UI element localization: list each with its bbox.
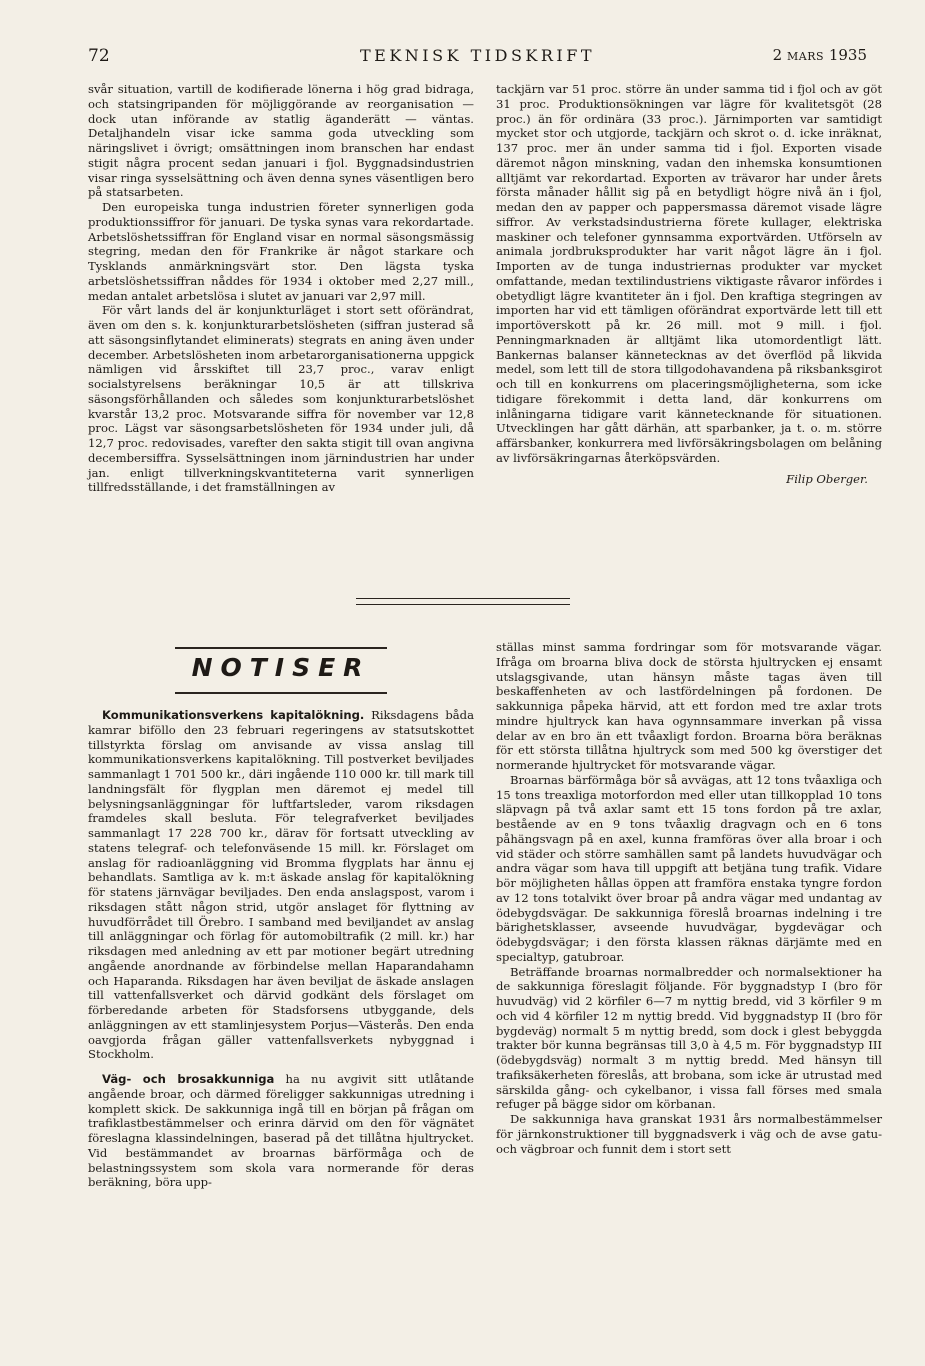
notice-paragraph: Beträffande broarnas normalbredder och normalsektioner ha de sakkunniga föreslagit följande. För byggnadstyp I (bro för huvudväg) vid 2 körfiler 6—7 m nyttig bredd, vid 3 körfiler 9 m och vid 4 körfiler 12 m nyttig bredd. Vid byggnadstyp II (bro för bygdeväg) normalt 5 m nyttig bredd, som dock i glest bebyggda trakter bör kunna begränsas till 3,0 à 4,5 m. För byggnadstyp III (ödebygdsväg) normalt 3 m nyttig bredd. Med hänsyn till trafiksäkerheten föreslås, att brobana, som icke är utrustad med särskilda gång- och cykelbanor, i vissa fall förses med smala refuger på bägge sidor om körbanan. bbox=[496, 964, 882, 1112]
notiser-right-column bbox=[496, 640, 882, 1156]
notice-paragraph: ställas minst samma fordringar som för motsvarande vägar. Ifråga om broarna bliva dock de största hjultrycken ej ensamt utslagsgivande, utan hänsyn måste tagas även till beskaffenheten av och lastfördelningen på fordonen. De sakkunniga påpeka härvid, att ett fordon med tre axlar trots mindre hjultryck kan hava ogynnsammare inverkan på vissa delar av en bro än ett tvåaxligt fordon. Broarna böra beräknas för ett största tillåtna hjultryck som med 500 kg överstiger det normerande hjultrycket för motsvarande vägar. bbox=[496, 640, 882, 772]
article-paragraph: svår situation, vartill de kodifierade lönerna i hög grad bidraga, och statsingripanden för möjliggörande av reorganisation — dock utan införande av statlig äganderätt — väntas. Detaljhandeln visar icke samma goda utveckling som näringslivet i övrigt; omsättningen inom branschen har endast stigit några procent sedan januari i fjol. Byggnadsindustrien visar ringa sysselsättning och även denna synes väsentligen bero på statsarbeten. bbox=[88, 82, 474, 200]
page-header bbox=[88, 46, 867, 70]
article-paragraph: Den europeiska tunga industrien företer synnerligen goda produktionssiffror för januari. De tyska synas vara rekordartade. Arbetslöshetssiffran för England visar en normal säsongsmässig stegring, medan den för Frankrike är något starkare och Tysklands anmärkningsvärt stor. Den lägsta tyska arbetslöshetssiffran nåddes för 1934 i oktober med 2,27 mill., medan antalet arbetslösa i slutet av januari var 2,97 mill. bbox=[88, 200, 474, 303]
article-right-column bbox=[496, 82, 882, 486]
section-heading-box bbox=[175, 647, 387, 694]
author-signature: Filip Oberger. bbox=[786, 471, 868, 486]
notice-text: Riksdagens båda kamrar biföllo den 23 februari regeringens av statsutskottet tillstyrkta förslag om anvisande av vissa anslag till kommunikationsverkens kapitalökning. Till postverket beviljades sammanlagt 1 701 500 kr., däri ingående 110 000 kr. till mark till landningsfält för flygplan men däremot ej medel till belysningsanläggningar för luftfartsleder, varom riksdagen framdeles skall besluta. För telegrafverket beviljades sammanlagt 17 228 700 kr., därav för fortsatt utveckling av statens telegraf- och telefonväsende 15 mill. kr. Förslaget om anslag för radioanläggning vid Bromma flygplats har ännu ej behandlats. Samtliga av k. m:t äskade anslag för kapitalökning för statens järnvägar beviljades. Den enda anslagspost, varom i riksdagen stått någon strid, utgör anslaget för flyttning av huvudförrådet till Örebro. I samband med beviljandet av anslag till anläggningar och förlag för automobiltrafik (2 mill. kr.) har riksdagen med anledning av ett par motioner begärt utredning angående anordnande av förbindelse mellan Haparandahamn och Haparanda. Riksdagen har även beviljat de äskade anslagen till vattenfallsverket och därvid godkänt dels förslaget om förberedande arbeten för Stadsforsens utbyggande, dels anläggningen av ett stamlinjesystem Porjus—Västerås. Den enda oavgjorda frågan gäller vattenfallsverkets nybyggnad i Stockholm. bbox=[88, 708, 475, 1062]
page-number: 72 bbox=[88, 46, 110, 66]
notice-heading: Väg- och brosakkunniga bbox=[102, 1072, 275, 1086]
notiser-left-column bbox=[88, 708, 474, 1190]
notice-paragraph bbox=[88, 1072, 474, 1190]
notice-paragraph: De sakkunniga hava granskat 1931 års normalbestämmelser för järnkonstruktioner till byggnadsverk i väg och de avse gatu- och vägbroar och funnit dem i stort sett bbox=[496, 1112, 882, 1156]
notice-text: ha nu avgivit sitt utlåtande angående broar, och därmed föreligger sakkunnigas utredning i komplett skick. De sakkunniga ingå till en början på frågan om trafiklastbestämmelser och erinra därvid om den för vägnätet föreslagna klassindelningen, baserad på det tillåtna hjultrycket. Vid bestämmandet av broarnas bärförmåga och de belastningssystem som skola vara normerande för deras beräkning, böra upp- bbox=[88, 1072, 474, 1190]
article-paragraph: tackjärn var 51 proc. större än under samma tid i fjol och av göt 31 proc. Produktionsökningen var lägre för kvalitetsgöt (28 proc.) än för ordinära (33 proc.). Järnimporten var samtidigt mycket stor och utgjorde, tackjärn och skrot o. d. icke inräknat, 137 proc. mer än under samma tid i fjol. Exporten visade däremot någon minskning, vadan den inhemska konsumtionen alltjämt var rekordartad. Exporten av trävaror har under årets första månader hållit sig på en betydligt högre nivå än i fjol, medan den av papper och pappersmassa däremot visade lägre siffror. Av verkstadsindustrierna förete kullager, elektriska maskiner och telefoner gynnsamma exportvärden. Utförseln av animala jordbruksprodukter har varit något lägre än i fjol. Importen av de tunga industriernas produkter var mycket omfattande, medan textilindustriens viktigaste råvaror infördes i obetydligt lägre kvantiteter än i fjol. Den kraftiga stegringen av importen har vid ett tämligen oförändrat exportvärde lett till ett importöverskott på kr. 26 mill. mot 9 mill. i fjol. Penningmarknaden är alltjämt lika utomordentligt lätt. Bankernas balanser kännetecknas av det överflöd på likvida medel, som lett till de stora tillgodohavandena på riksbanksgirot och till en konkurrens om placeringsmöjligheterna, som icke tidigare förekommit i detta land, där konkurrens om inlåningarna tidigare varit kännetecknande för situationen. Utvecklingen har gått därhän, att sparbanker, ja t. o. m. större affärsbanker, konkurrera med livförsäkringsbolagen om belåning av livförsäkringarnas återköpsvärden. bbox=[496, 82, 882, 465]
date-year: 1935 bbox=[828, 46, 867, 64]
journal-title: TEKNISK TIDSKRIFT bbox=[360, 46, 595, 65]
notice-paragraph bbox=[88, 708, 474, 1062]
section-heading: NOTISER bbox=[191, 653, 371, 682]
article-paragraph: För vårt lands del är konjunkturläget i stort sett oförändrat, även om den s. k. konjunkturarbetslösheten (siffran justerad så att säsongsinflytandet eliminerats) stegrats en aning även under december. Arbetslösheten inom arbetarorganisationerna uppgick nämligen vid årsskiftet till 23,7 proc., varav enligt socialstyrelsens beräkningar 10,5 är att tillskriva säsongsförhållanden och således som konjunkturarbetslöshet kvarstår 13,2 proc. Motsvarande siffra för november var 12,8 proc. Lägst var säsongsarbetslösheten för 1934 under juli, då 12,7 proc. redovisades, varefter den sakta stigit till ovan angivna decembersiffra. Sysselsättningen inom järnindustrien har under jan. enligt tillverkningskvantiteterna varit synnerligen tillfredsställande, i det framställningen av bbox=[88, 303, 474, 495]
date-day: 2 bbox=[772, 46, 783, 64]
notice-heading: Kommunikationsverkens kapitalökning. bbox=[102, 708, 365, 722]
date-month: MARS bbox=[787, 50, 825, 63]
section-divider bbox=[356, 598, 570, 605]
article-left-column bbox=[88, 82, 474, 495]
notice-paragraph: Broarnas bärförmåga bör så avvägas, att 12 tons tvåaxliga och 15 tons treaxliga motorfordon med eller utan tillkopplad 10 tons släpvagn på två axlar samt ett 15 tons fordon på tre axlar, bestående av en 9 tons tvåaxlig dragvagn och en 6 tons påhängsvagn på en axel, kunna framföras över alla broar i och vid städer och större samhällen samt på landets huvudvägar och andra vägar som hava till uppgift att betjäna tung trafik. Vidare bör möjligheten hållas öppen att framföra enstaka tyngre fordon av 12 tons totalvikt över broar på andra vägar med undantag av ödebygdsvägar. De sakkunniga föreslå broarnas indelning i tre bärighetsklasser, avseende huvudvägar, bygdevägar och ödebygdsvägar; i den första klassen räknas därjämte med en specialtyp, gatubroar. bbox=[496, 772, 882, 964]
issue-date bbox=[773, 46, 867, 64]
